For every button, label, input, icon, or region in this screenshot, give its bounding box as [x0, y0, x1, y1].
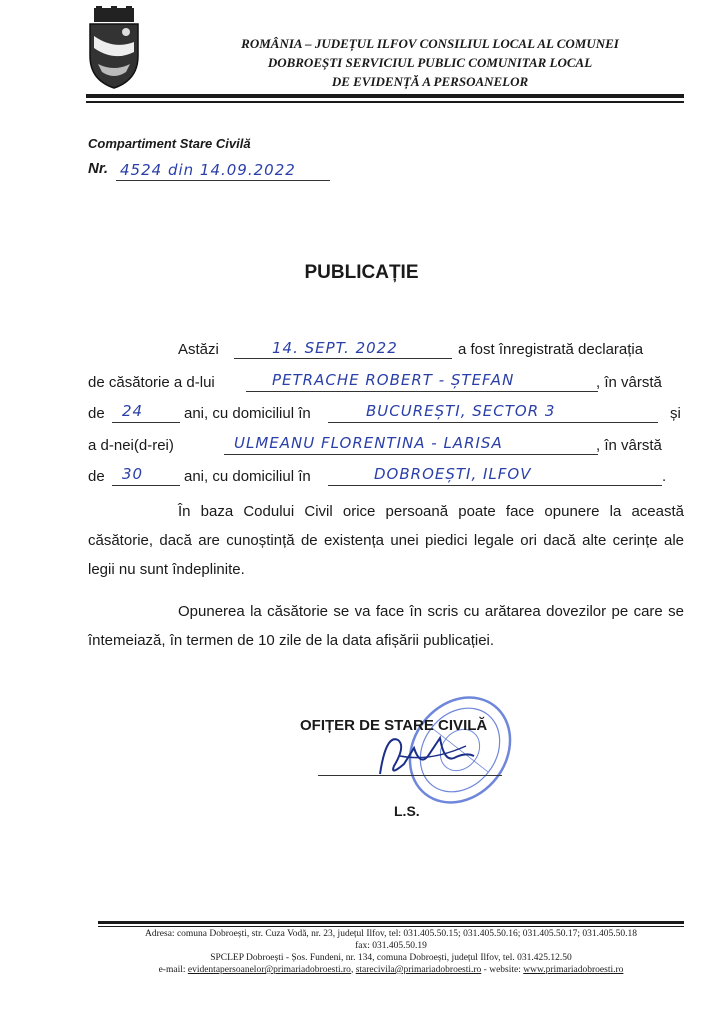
footer-divider [98, 921, 684, 924]
footer-spclep: SPCLEP Dobroești - Șos. Fundeni, nr. 134, comuna Dobroești, județul Ilfov, tel. 031.425.12.50 [210, 953, 572, 963]
footer-address: Adresa: comuna Dobroești, str. Cuza Vodă, nr. 23, județul Ilfov, tel: 031.405.50.15; 031.405.50.16; 031.405.50.17; 031.405.50.18 [145, 929, 637, 939]
email-separator: , [350, 965, 354, 975]
bride-prefix-label: a d-nei(d-rei) [88, 437, 174, 454]
today-label: Astăzi [178, 341, 219, 358]
de-label-2: de [88, 468, 105, 485]
groom-address: BUCUREȘTI, SECTOR 3 [366, 402, 556, 420]
and-label: și [670, 405, 681, 422]
groom-age-label: , în vârstă [596, 374, 662, 391]
bride-address-underline [328, 485, 662, 486]
email-link-1[interactable]: evidentapersoanelor@primariadobroesti.ro [187, 965, 351, 975]
period: . [662, 468, 667, 485]
footer-divider-thin [98, 926, 684, 927]
domicile-label-2: ani, cu domiciliul în [184, 468, 311, 485]
header-line-3: DE EVIDENȚĂ A PERSOANELOR [331, 74, 529, 89]
header-divider [86, 94, 684, 98]
bride-name-underline [224, 454, 598, 455]
officer-title: OFIȚER DE STARE CIVILĂ [300, 717, 488, 734]
deadline-paragraph: Opunerea la căsătorie se va face în scris cu arătarea dovezilor pe care se întemeiază, în termen de 10 zile de la data afișării publicației. [88, 603, 684, 649]
footer-contact [98, 964, 684, 976]
bride-age: 30 [122, 465, 144, 483]
institution-header [150, 34, 710, 91]
bride-age-label: , în vârstă [596, 437, 662, 454]
ls-label: L.S. [394, 803, 420, 819]
groom-age-underline [112, 422, 180, 423]
email-label: e-mail: [158, 965, 186, 975]
website-link[interactable]: www.primariadobroesti.ro [523, 965, 624, 975]
bride-address: DOBROEȘTI, ILFOV [374, 465, 532, 483]
bride-age-underline [112, 485, 180, 486]
groom-address-underline [328, 422, 658, 423]
registration-number: 4524 din 14.09.2022 [120, 161, 296, 179]
header-line-1: ROMÂNIA – JUDEȚUL ILFOV CONSILIUL LOCAL AL COMUNEI [241, 36, 619, 51]
footer [98, 928, 684, 976]
registration-label: Nr. [88, 160, 109, 177]
registered-text: a fost înregistrată declarația [458, 341, 644, 358]
marriage-of-label: de căsătorie a d-lui [88, 374, 215, 391]
document-title: PUBLICAȚIE [304, 262, 419, 283]
signature-line [318, 775, 502, 776]
date-underline [234, 358, 452, 359]
header-line-2: DOBROEȘTI SERVICIUL PUBLIC COMUNITAR LOCAL [267, 55, 593, 70]
department-label: Compartiment Stare Civilă [88, 136, 251, 151]
domicile-label-1: ani, cu domiciliul în [184, 405, 311, 422]
bride-name: ULMEANU FLORENTINA - LARISA [234, 434, 503, 452]
website-label: - website: [483, 965, 521, 975]
header-divider-thin [86, 101, 684, 103]
coat-of-arms-icon [86, 6, 142, 90]
handwritten-signature [370, 726, 480, 786]
groom-age: 24 [122, 402, 144, 420]
registration-date: 14. SEPT. 2022 [272, 339, 398, 357]
groom-name: PETRACHE ROBERT - ȘTEFAN [272, 371, 515, 389]
opposition-paragraph: În baza Codului Civil orice persoană poate face opunere la această căsătorie, dacă are cunoștință de existența unei piedici legale ori dacă alte cerințe ale legii nu sunt îndeplinite. [88, 503, 684, 578]
email-link-2[interactable]: starecivila@primariadobroesti.ro [355, 965, 482, 975]
registration-underline [116, 180, 330, 181]
de-label-1: de [88, 405, 105, 422]
footer-fax: fax: 031.405.50.19 [355, 941, 427, 951]
groom-name-underline [246, 391, 598, 392]
